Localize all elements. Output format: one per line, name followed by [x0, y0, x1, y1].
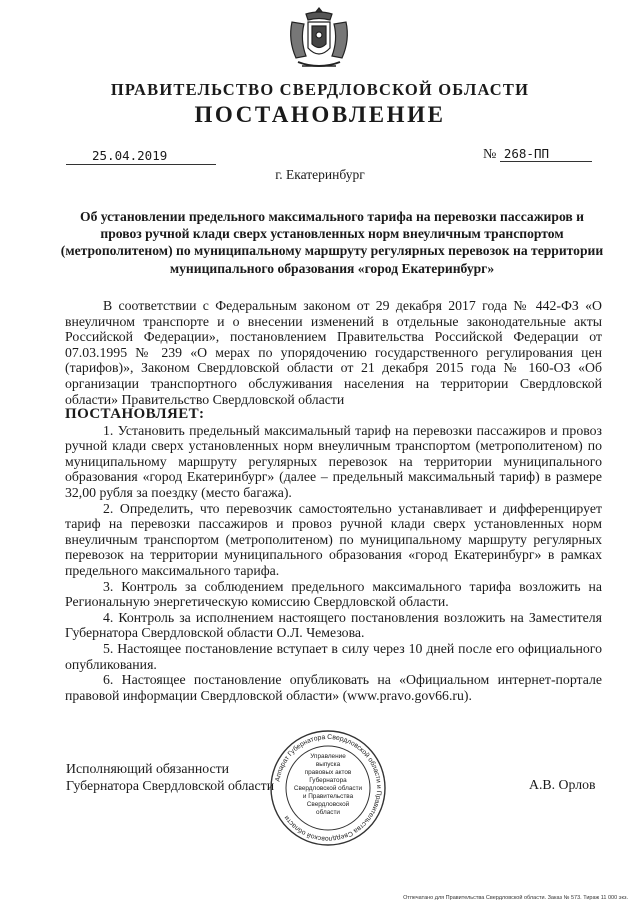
document-type: ПОСТАНОВЛЕНИЕ: [194, 102, 446, 127]
item-6: 6. Настоящее постановление опубликовать на «Официальном интернет-портале правовой информации Свердловской области» (www.pravo.gov66.ru).: [65, 672, 602, 703]
stamp-line: Свердловской: [306, 801, 350, 808]
document-number: 268-ПП: [500, 146, 592, 162]
print-footer: Отпечатано для Правительства Свердловской области. Заказ № 573. Тираж 11 000 экз.: [403, 895, 628, 901]
official-stamp: [268, 728, 388, 848]
stamp-line: области: [316, 809, 340, 816]
document-title: Об установлении предельного максимального тарифа на перевозки пассажиров и провоз ручной клади сверх установленных норм внеуличным транспортом (метрополитеном) по муниципальному маршруту регулярных перевозок на территории муниципального образования «город Екатеринбург»: [60, 209, 604, 276]
stamp-line: и Правительства: [302, 793, 354, 800]
signatory-name: А.В. Орлов: [529, 777, 596, 792]
item-3: 3. Контроль за соблюдением предельного максимального тарифа возложить на Региональную энергетическую комиссию Свердловской области.: [65, 578, 602, 610]
preamble: В соответствии с Федеральным законом от 29 декабря 2017 года № 442-ФЗ «О внеуличном транспорте и о внесении изменений в отдельные законодательные акты Российской Федерации», постановлением Правительства Российской Федерации от 07.03.1995 № 239 «О мерах по упорядочению государственного регулирования цен (тарифов)», Законом Свердловской области от 21 декабря 2015 года № 160-ОЗ «Об организации транспортного обслуживания населения на территории Свердловской области» Правительство Свердловской области: [65, 298, 602, 407]
resolves-heading: ПОСТАНОВЛЯЕТ:: [65, 406, 205, 423]
item-4: 4. Контроль за исполнением настоящего постановления возложить на Заместителя Губернатора Свердловской области О.Л. Чемезова.: [65, 609, 602, 641]
item-2: 2. Определить, что перевозчик самостоятельно устанавливает и дифференцирует тариф на перевозки пассажиров и провоз ручной клади сверх установленных норм внеуличным транспортом (метрополитеном) по муниципальному маршруту регулярных перевозок на территории муниципального образования «город Екатеринбург» в рамках предельного максимального тарифа.: [65, 500, 602, 578]
document-number-field: [483, 146, 598, 163]
signatory-position-line2: Губернатора Свердловской области: [66, 778, 275, 793]
number-sign: №: [483, 147, 497, 162]
stamp-line: Управление: [310, 753, 346, 760]
signatory-position-line1: Исполняющий обязанности: [66, 761, 229, 776]
document-body: [65, 298, 602, 703]
stamp-ring-text: Аппарат Губернатора Свердловской области и Правительства Свердловской области: [274, 733, 383, 843]
document-date: 25.04.2019: [66, 148, 216, 165]
stamp-line: правовых актов: [304, 769, 352, 776]
item-5: 5. Настоящее постановление вступает в силу через 10 дней после его официального опубликования.: [65, 640, 602, 672]
stamp-line: Губернатора: [309, 777, 347, 784]
government-name: ПРАВИТЕЛЬСТВО СВЕРДЛОВСКОЙ ОБЛАСТИ: [110, 80, 530, 99]
signatory-position: [66, 760, 274, 794]
stamp-line: выпуска: [315, 761, 341, 768]
stamp-line: Свердловской области: [293, 785, 363, 792]
coat-of-arms-icon: [284, 4, 354, 76]
item-1: 1. Установить предельный максимальный тариф на перевозки пассажиров и провоз ручной клади сверх установленных норм внеуличным транспортом (метрополитеном) по муниципальному маршруту регулярных перевозок на территории муниципального образования «город Екатеринбург» (далее – предельный максимальный тариф) в размере 32,00 рубля за поездку (место багажа).: [65, 422, 602, 501]
city: г. Екатеринбург: [275, 167, 365, 182]
